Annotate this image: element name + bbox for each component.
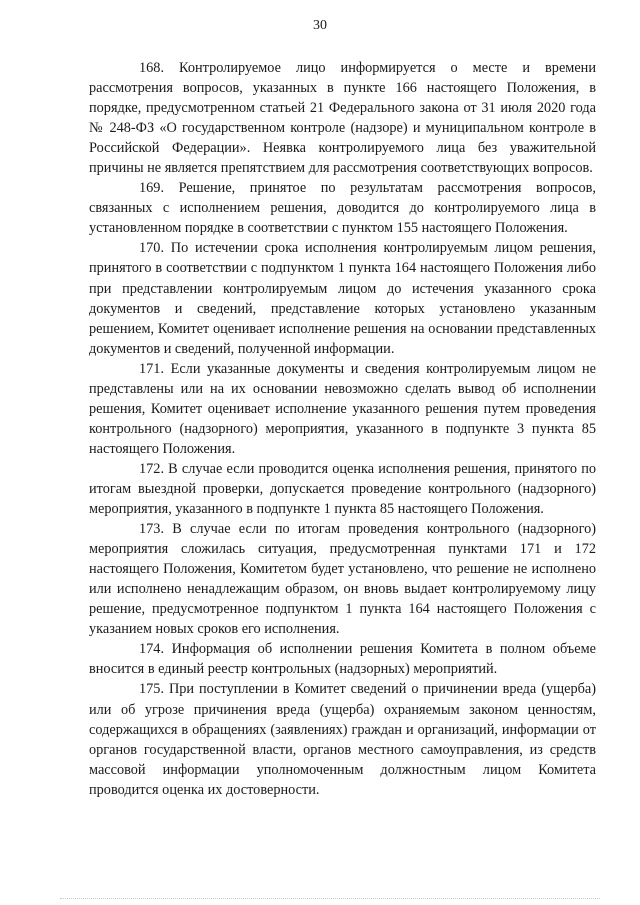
page-number: 30 bbox=[313, 18, 327, 33]
paragraph-168: 168. Контролируемое лицо информируется о месте и времени рассмотрения вопросов, указанных в пункте 166 настоящего Положения, в порядке, предусмотренном статьей 21 Федерального закона от 31 июля 2020 года № 248-ФЗ «О государственном контроле (надзоре) и муниципальном контроле в Российской Федерации». Неявка контролируемого лица без уважительной причины не является препятствием для рассмотрения соответствующих вопросов. bbox=[89, 60, 596, 177]
paragraph-172: 172. В случае если проводится оценка исполнения решения, принятого по итогам выездной проверки, допускается проведение контрольного (надзорного) мероприятия, указанного в подпункте 1 пункта 85 настоящего Положения. bbox=[89, 460, 596, 518]
paragraph-169: 169. Решение, принятое по результатам рассмотрения вопросов, связанных с исполнением решения, доводится до контролируемого лица в установленном порядке в соответствии с пунктом 155 настоящего Положения. bbox=[89, 180, 596, 237]
paragraph-175: 175. При поступлении в Комитет сведений о причинении вреда (ущерба) или об угрозе причинения вреда (ущерба) охраняемым законом ценностям, содержащихся в обращениях (заявлениях) граждан и организаций, информации от органов государственной власти, органов местного самоуправления, из средств массовой информации уполномоченным должностным лицом Комитета проводится оценка их достоверности. bbox=[89, 681, 596, 798]
document-body bbox=[89, 58, 596, 800]
paragraph-174: 174. Информация об исполнении решения Комитета в полном объеме вносится в единый реестр контрольных (надзорных) мероприятий. bbox=[89, 641, 596, 678]
paragraph-173: 173. В случае если по итогам проведения контрольного (надзорного) мероприятия сложилась ситуация, предусмотренная пунктами 171 и 172 настоящего Положения, Комитетом будет установлено, что решение не исполнено или исполнено ненадлежащим образом, он вновь выдает контролируемому лицу решение, предусмотренное подпунктом 1 пункта 164 настоящего Положения с указанием новых сроков его исполнения. bbox=[89, 521, 596, 638]
scan-artifact-line bbox=[60, 896, 600, 899]
paragraph-170: 170. По истечении срока исполнения контролируемым лицом решения, принятого в соответствии с подпунктом 1 пункта 164 настоящего Положения либо при представлении контролируемым лицом до истечения указанного срока документов и сведений, представление которых установлено указанным решением, Комитет оценивает исполнение решения на основании представленных документов и сведений, полученной информации. bbox=[89, 240, 596, 357]
paragraph-171: 171. Если указанные документы и сведения контролируемым лицом не представлены или на их основании невозможно сделать вывод об исполнении решения, Комитет оценивает исполнение указанного решения путем проведения контрольного (надзорного) мероприятия, указанного в подпункте 3 пункта 85 настоящего Положения. bbox=[89, 360, 596, 457]
